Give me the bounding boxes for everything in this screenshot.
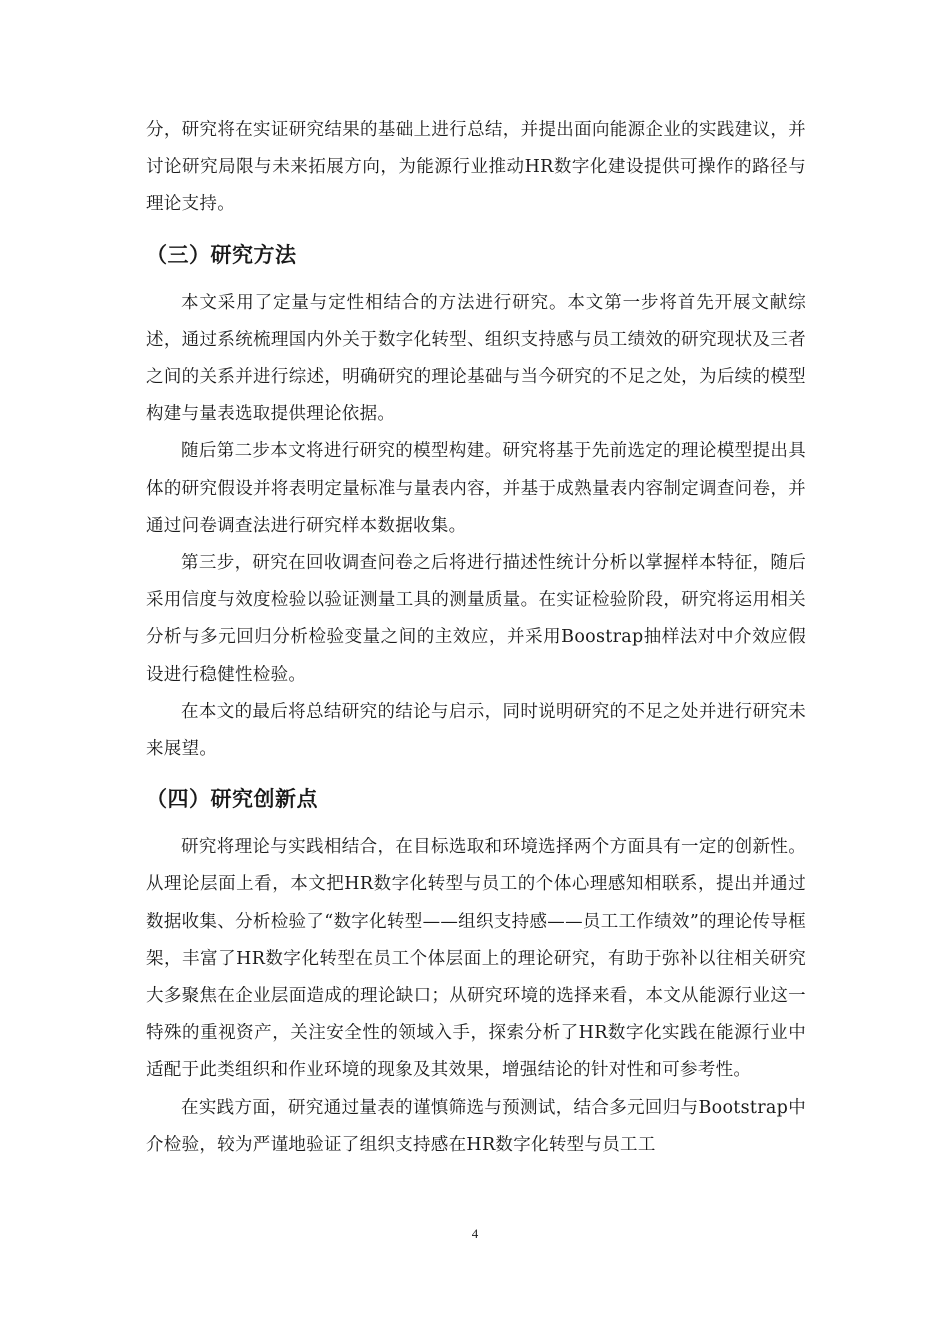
- paragraph-methods-4: 在本文的最后将总结研究的结论与启示，同时说明研究的不足之处并进行研究未来展望。: [146, 701, 806, 760]
- paragraph-innovation-1: 研究将理论与实践相结合，在目标选取和环境选择两个方面具有一定的创新性。从理论层面上看，本文把HR数字化转型与员工的个体心理感知相联系，提出并通过数据收集、分析检验了“数字化转型——组织支持感——员工工作绩效”的理论传导框架，丰富了HR数字化转型在员工个体层面上的理论研究，有助于弥补以往相关研究大多聚焦在企业层面造成的理论缺口；从研究环境的选择来看，本文从能源行业这一特殊的重视资产，关注安全性的领域入手，探索分析了HR数字化实践在能源行业中适配于此类组织和作业环境的现象及其效果，增强结论的针对性和可参考性。: [146, 837, 806, 1081]
- paragraph-intro: 分，研究将在实证研究结果的基础上进行总结，并提出面向能源企业的实践建议，并讨论研究局限与未来拓展方向，为能源行业推动HR数字化建设提供可操作的路径与理论支持。: [146, 120, 806, 215]
- paragraph-methods-2: 随后第二步本文将进行研究的模型构建。研究将基于先前选定的理论模型提出具体的研究假设并将表明定量标准与量表内容，并基于成熟量表内容制定调查问卷，并通过问卷调查法进行研究样本数据收集。: [146, 441, 806, 536]
- page-number: 4: [471, 1226, 479, 1241]
- paragraph-innovation-2: 在实践方面，研究通过量表的谨慎筛选与预测试，结合多元回归与Bootstrap中介检验，较为严谨地验证了组织支持感在HR数字化转型与员工工: [146, 1097, 806, 1155]
- section-heading-innovation-points: （四）研究创新点: [146, 787, 318, 812]
- page-body: [146, 112, 806, 1164]
- paragraph-methods-3: 第三步，研究在回收调查问卷之后将进行描述性统计分析以掌握样本特征，随后采用信度与效度检验以验证测量工具的测量质量。在实证检验阶段，研究将运用相关分析与多元回归分析检验变量之间的主效应，并采用Boostrap抽样法对中介效应假设进行稳健性检验。: [146, 553, 806, 685]
- section-heading-research-methods: （三）研究方法: [146, 242, 297, 267]
- paragraph-methods-1: 本文采用了定量与定性相结合的方法进行研究。本文第一步将首先开展文献综述，通过系统梳理国内外关于数字化转型、组织支持感与员工绩效的研究现状及三者之间的关系并进行综述，明确研究的理论基础与当今研究的不足之处，为后续的模型构建与量表选取提供理论依据。: [146, 292, 806, 425]
